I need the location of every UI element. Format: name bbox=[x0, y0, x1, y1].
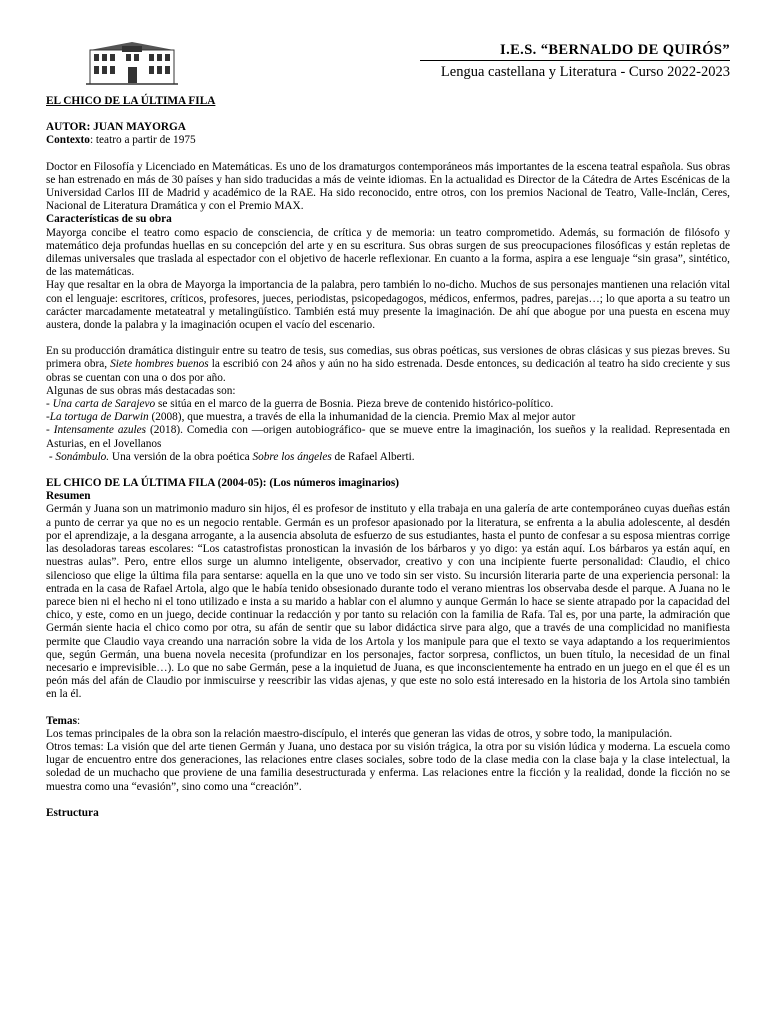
other-themes-paragraph: Otros temas: La visión que del arte tienen Germán y Juana, uno destaca por su visión trágica, la otra por su visión lúdica y moderna. La escuela como lugar de encuentro entre dos generaciones, las relaciones entre clases sociales, sobre todo de la clase media con la clase baja y la clase intelectual, la soledad de un muchacho que proviene de una familia desestructurada y enferma. Las relaciones entre la ficción y la realidad, donde la ficción no se muestra como una “evasión”, sino como una “creación”. bbox=[46, 740, 730, 793]
work-heading: EL CHICO DE LA ÚLTIMA FILA (2004-05): (Los números imaginarios) bbox=[46, 477, 400, 490]
summary-heading: Resumen bbox=[46, 490, 91, 503]
features-paragraph-2: Hay que resaltar en la obra de Mayorga la importancia de la palabra, pero también lo no-dicho. Muchos de sus personajes mantienen una relación vital con el lenguaje: escritores, críticos, profesores, jueces, periodistas, psicopedagogos, médicos, enfermos, padres, parejas…; lo que aporta a su teatro un carácter marcadamente metateatral y metalingüístico. También está muy presente la imaginación. De ahí que abogue por una puesta en escena muy austera, donde la palabra y la imaginación ocupen el vacío del escenario. bbox=[46, 279, 730, 332]
work-item-text: (2018). Comedia con —origen autobiográfico- que se mueve entre la imaginación, los sueños y la realidad. Representada en Asturias, en el Jovellanos bbox=[46, 424, 731, 450]
course-label: Lengua castellana y Literatura - Curso 2022-2023 bbox=[440, 64, 730, 80]
work-item-title: La tortuga de Darwin bbox=[49, 411, 149, 424]
work-item-bullet: - bbox=[46, 398, 53, 411]
summary-paragraph: Germán y Juana son un matrimonio maduro sin hijos, él es profesor de instituto y ella trabaja en una galería de arte contemporáneo cuyas dueñas están a punto de cerrar ya que no es un negocio rentable. Germán es un profesor apasionado por la literatura, se enfrenta a la abulia adolescente, al desdén por el aprendizaje, a la desgana arrogante, a la ausencia absoluta de esfuerzo de sus estudiantes, hasta el punto de confesar a su esposa mientras corrige las desoladoras tareas escolares: “Los catastrofistas pronostican la invasión de los bárbaros y yo digo: ya están aquí. Los bárbaros ya están aquí, en nuestras aulas”. Pero, entre ellos surge un alumno inteligente, observador, creativo y con una incipiente fuerte personalidad: Claudio, el chico silencioso que elige la última fila para sentarse: aquella en la que uno ve todo sin ser visto. Su incursión literaria parte de una experiencia personal: la entrada en la casa de Rafael Artola, algo que le había tenido obsesionado durante todo el verano mientras los observaba desde el parque. A Juana no le parece bien ni el hecho ni el tono utilizado e insta a su marido a hablar con el alumno y aunque Germán lo hace se siente atrapado por la capacidad del chico, y este, como en un juego, decide continuar la redacción y por tanto su relación con la familia de Rafa. Tal es, por una parte, la admiración que Germán siente hacia el chico como por otra, su afán de sentir que su labor didáctica sirve para algo, que a través de una complicidad no manifiesta permite que Claudio vaya creando una narración sobre la vida de los Artola y los manipule para que el texto se vaya adaptando a los requerimientos que, según Germán, una buena novela necesita (profundizar en los personajes, factor sorpresa, conflictos, un buen título, la necesidad de un final necesario e imprevisible…). Lo que no sabe Germán, pese a la inquietud de Juana, es que inconscientemente ha entrado en un juego en el que él es un peón más del afán de Claudio por inmiscuirse y reescribir las vidas ajenas, y que este no solo está interesado en la historia de los Artola sino también en la él. bbox=[46, 503, 730, 701]
features-heading: Características de su obra bbox=[46, 213, 172, 226]
work-item-bullet: - bbox=[46, 424, 54, 437]
work-item bbox=[46, 424, 730, 450]
school-building-logo bbox=[86, 40, 178, 86]
works-list-intro: Algunas de sus obras más destacadas son: bbox=[46, 384, 236, 397]
document-body bbox=[46, 95, 730, 820]
work-item-text: se sitúa en el marco de la guerra de Bosnia. Pieza breve de contenido histórico-político. bbox=[155, 398, 554, 411]
bio-paragraph: Doctor en Filosofía y Licenciado en Matemáticas. Es uno de los dramaturgos contemporáneos más importantes de la escena teatral española. Sus obras se han estrenado en más de 30 países y han sido traducidas a más de veinte idiomas. En la actualidad es Director de la Cátedra de Artes Escénicas de la Universidad Carlos III de Madrid y académico de la RAE. Ha sido reconocido, entre otros, con los premios Nacional de Teatro, Valle-Inclán, Ceres, Nacional de Literatura Dramática y con el Premio MAX. bbox=[46, 160, 730, 213]
context-line bbox=[46, 134, 730, 147]
work-item bbox=[46, 398, 730, 411]
context-text: : teatro a partir de 1975 bbox=[89, 134, 196, 147]
work-item-title: Una carta de Sarajevo bbox=[52, 398, 156, 411]
first-work-title: Siete hombres buenos bbox=[110, 358, 209, 371]
work-item-text: Una versión de la obra poética bbox=[109, 450, 253, 463]
work-item-text: de Rafael Alberti. bbox=[331, 450, 415, 463]
work-item-bullet: - bbox=[46, 450, 56, 463]
work-item-title: Sonámbulo. bbox=[55, 450, 110, 463]
production-text-end: la escribió con 24 años y aún no ha sido estrenada. Desde entonces, su dedicación al teatro ha sido creciente y sus obras se cuentan con una o dos por año. bbox=[46, 358, 730, 384]
school-name: I.E.S. “BERNALDO DE QUIRÓS” bbox=[500, 42, 730, 58]
structure-heading: Estructura bbox=[46, 806, 99, 819]
work-item-text: (2008), que muestra, a través de ella la inhumanidad de la ciencia. Premio Max al mejor autor bbox=[148, 411, 576, 424]
themes-paragraph: Los temas principales de la obra son la relación maestro-discípulo, el interés que generan las vidas de otros, y sobre todo, la manipulación. bbox=[46, 727, 673, 740]
work-item-bullet: - bbox=[46, 411, 50, 424]
themes-heading-line bbox=[46, 715, 730, 728]
author-heading: AUTOR: JUAN MAYORGA bbox=[46, 121, 186, 134]
work-item bbox=[46, 411, 730, 424]
themes-heading: Temas bbox=[46, 714, 77, 727]
work-item-title: Intensamente azules bbox=[53, 424, 147, 437]
context-label: Contexto bbox=[46, 134, 90, 147]
work-item bbox=[46, 451, 730, 464]
document-title: EL CHICO DE LA ÚLTIMA FILA bbox=[46, 95, 216, 107]
header-rule bbox=[420, 60, 730, 61]
work-item-title: Sobre los ángeles bbox=[252, 450, 332, 463]
features-paragraph-1: Mayorga concibe el teatro como espacio de consciencia, de crítica y de memoria: un teatro comprometido. Además, su formación de filósofo y matemático deja profundas huellas en su concepción del arte y en su escritura. Sus obras surgen de sus preocupaciones filosóficas y están repletas de dilemas universales que traslada al espectador con el objetivo de hacerle reflexionar. En cuanto a la forma, aspira a ese lenguaje “sin grasa”, sintético, de las matemáticas. bbox=[46, 226, 730, 279]
production-text-start: En su producción dramática distinguir entre su teatro de tesis, sus comedias, sus obras poéticas, sus versiones de obras clásicas y sus piezas breves. Su primera obra, bbox=[46, 345, 730, 371]
production-paragraph bbox=[46, 345, 730, 385]
themes-colon: : bbox=[76, 714, 81, 727]
